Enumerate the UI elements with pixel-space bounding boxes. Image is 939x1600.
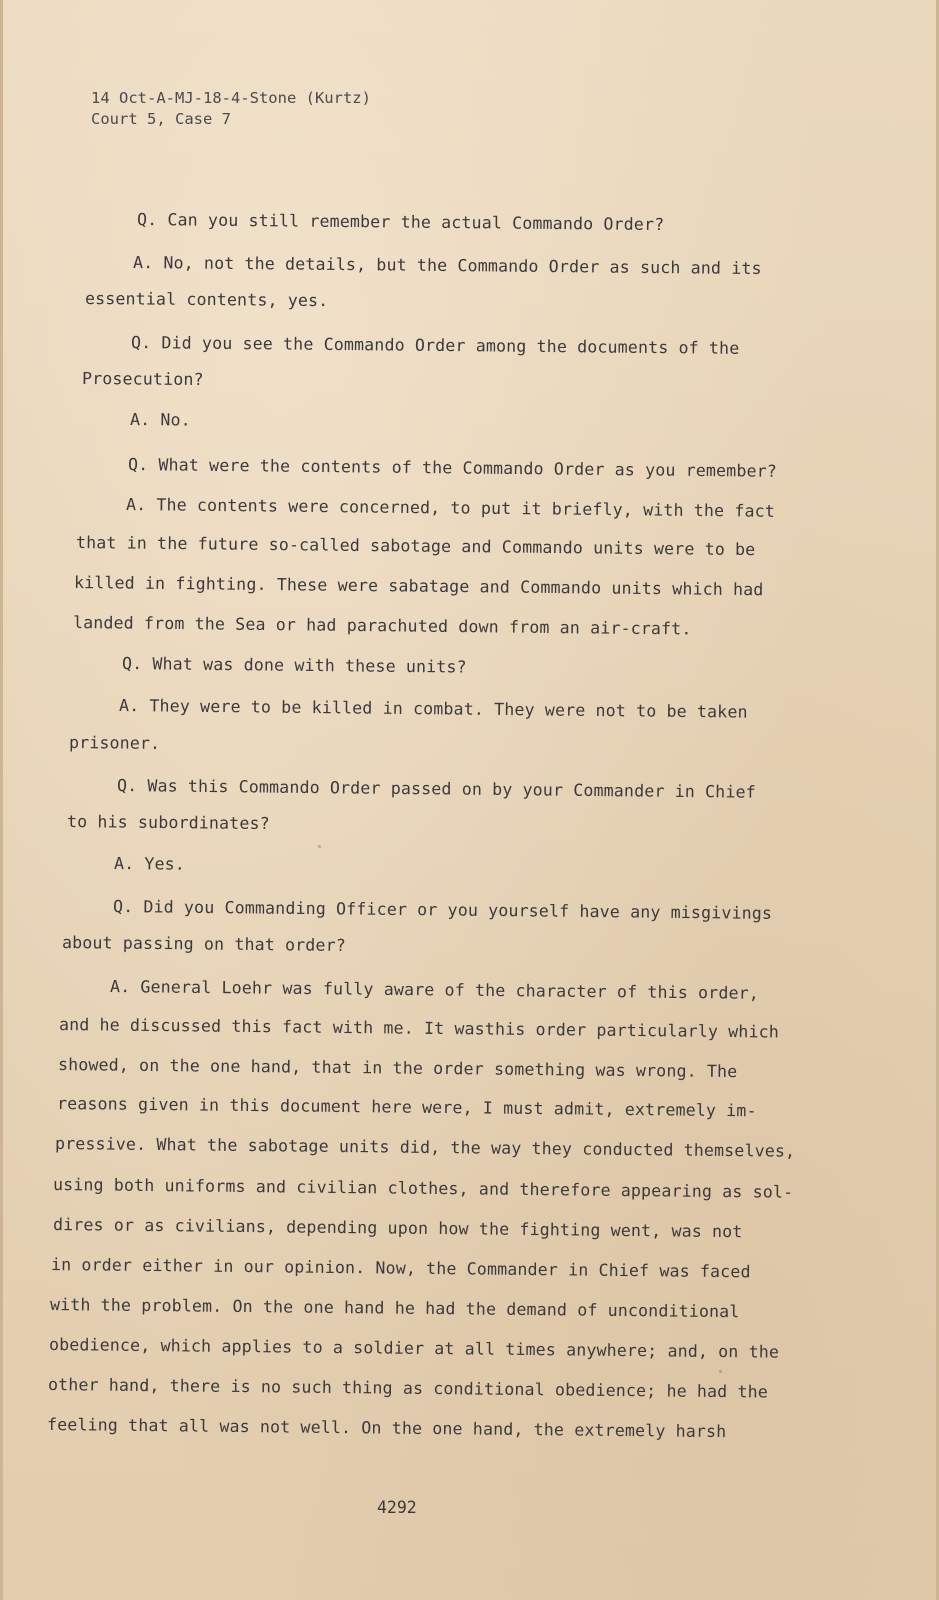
transcript-line: Prosecution?	[81, 369, 204, 390]
transcript-line: and he discussed this fact with me. It wasthis order particularly which	[58, 1015, 780, 1042]
transcript-line: A. No.	[129, 410, 191, 430]
transcript-line: dires or as civilians, depending upon how the fighting went, was not	[52, 1215, 743, 1242]
transcript-line: Q. Can you still remember the actual Commando Order?	[136, 210, 665, 235]
transcript-line: A. The contents were concerned, to put it briefly, with the fact	[125, 495, 776, 521]
transcript-line: obedience, which applies to a soldier at all times anywhere; and, on the	[48, 1335, 780, 1362]
transcript-line: showed, on the one hand, that in the order something was wrong. The	[57, 1055, 738, 1082]
transcript-line: with the problem. On the one hand he had the demand of unconditional	[49, 1295, 740, 1322]
header-court-case: Court 5, Case 7	[91, 110, 231, 128]
transcript-line: in order either in our opinion. Now, the Commander in Chief was faced	[50, 1255, 751, 1282]
transcript-line: Q. What was done with these units?	[121, 654, 467, 677]
transcript-line: A. They were to be killed in combat. They were not to be taken	[118, 696, 748, 722]
document-header	[91, 88, 371, 130]
transcript-line: A. Yes.	[113, 854, 186, 874]
transcript-line: A. No, not the details, but the Commando Order as such and its	[132, 253, 762, 279]
transcript-line: using both uniforms and civilian clothes, and therefore appearing as sol-	[52, 1175, 794, 1202]
transcript-line: to his subordinates?	[66, 812, 270, 834]
transcript-line: killed in fighting. These were sabatage and Commando units which had	[73, 573, 764, 600]
transcript-line: prisoner.	[68, 733, 161, 753]
transcript-line: feeling that all was not well. On the one hand, the extremely harsh	[46, 1415, 727, 1442]
transcript-line: Q. Was this Commando Order passed on by your Commander in Chief	[116, 776, 756, 802]
paper-speck	[318, 845, 321, 848]
header-reference: 14 Oct-A-MJ-18-4-Stone (Kurtz)	[91, 89, 371, 107]
paper-speck	[719, 1370, 722, 1373]
transcript-line: Q. What were the contents of the Commando Order as you remember?	[127, 455, 778, 481]
transcript-line: Q. Did you see the Commando Order among the documents of the	[130, 333, 740, 358]
transcript-line: other hand, there is no such thing as conditional obedience; he had the	[47, 1375, 769, 1402]
transcript-line: about passing on that order?	[61, 933, 347, 955]
page-number: 4292	[377, 1498, 417, 1517]
transcript-line: essential contents, yes.	[84, 289, 329, 311]
transcript-line: reasons given in this document here were, I must admit, extremely im-	[56, 1094, 757, 1121]
transcript-line: that in the future so-called sabotage and Commando units were to be	[75, 533, 756, 560]
transcript-line: pressive. What the sabotage units did, the way they conducted themselves,	[54, 1134, 796, 1161]
transcript-line: Q. Did you Commanding Officer or you yourself have any misgivings	[112, 897, 773, 923]
transcript-line: A. General Loehr was fully aware of the character of this order,	[109, 977, 760, 1003]
paper-speck	[265, 344, 268, 347]
transcript-line: landed from the Sea or had parachuted down from an air-craft.	[72, 613, 692, 639]
